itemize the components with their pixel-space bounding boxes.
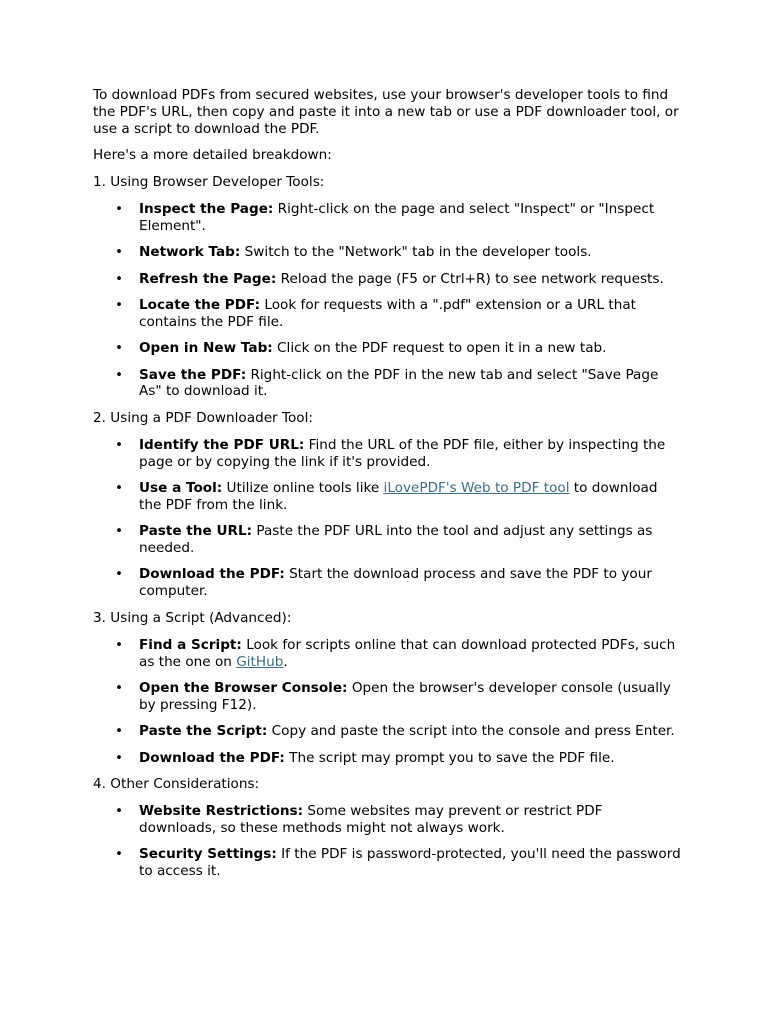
item-text: Right-click on the page and select "Inspect" or "Inspect Element". (139, 200, 655, 234)
bullet-icon: • (115, 244, 124, 261)
breakdown-paragraph: Here's a more detailed breakdown: (93, 147, 332, 164)
bullet-list (93, 437, 683, 600)
item-text: Click on the PDF request to open it in a new tab. (272, 340, 607, 357)
section-heading: 2. Using a PDF Downloader Tool: (93, 410, 313, 427)
intro-paragraph: To download PDFs from secured websites, use your browser's developer tools to find the PDF's URL, then copy and paste it into a new tab or use a PDF downloader tool, or use a script to download the PDF. (93, 87, 679, 137)
item-text-before: Look for scripts online that can download protected PDFs, such as the one on (139, 636, 676, 670)
item-title: Open in New Tab: (139, 340, 273, 357)
bullet-icon: • (115, 270, 124, 287)
item-title: Security Settings: (139, 846, 277, 863)
item-title: Use a Tool: (139, 480, 223, 497)
list-item (93, 803, 683, 837)
item-title: Network Tab: (139, 244, 241, 261)
item-text-before: Utilize online tools like (222, 480, 384, 497)
item-title: Download the PDF: (139, 566, 285, 583)
section-heading: 1. Using Browser Developer Tools: (93, 174, 325, 191)
item-title: Find a Script: (139, 636, 242, 653)
item-text: Some websites may prevent or restrict PDF downloads, so these methods might not always work. (139, 803, 603, 837)
list-item (93, 566, 683, 600)
bullet-icon: • (115, 200, 124, 217)
item-text: Start the download process and save the PDF to your computer. (139, 566, 652, 600)
bullet-icon: • (115, 846, 124, 863)
list-item (93, 723, 683, 740)
item-title: Refresh the Page: (139, 270, 277, 287)
list-item (93, 367, 683, 401)
item-text: Find the URL of the PDF file, either by inspecting the page or by copying the link if it's provided. (139, 436, 666, 470)
github-link[interactable]: GitHub (236, 653, 284, 670)
section-heading: 4. Other Considerations: (93, 776, 260, 793)
bullet-icon: • (115, 749, 124, 766)
list-item (93, 523, 683, 557)
bullet-icon: • (115, 523, 124, 540)
item-title: Download the PDF: (139, 749, 285, 766)
document-body (93, 87, 683, 890)
list-item (93, 271, 683, 288)
item-text: The script may prompt you to save the PDF file. (284, 749, 615, 766)
item-title: Inspect the Page: (139, 200, 274, 217)
item-text: If the PDF is password-protected, you'll need the password to access it. (139, 846, 681, 880)
list-item (93, 750, 683, 767)
item-text-after: . (283, 653, 288, 670)
item-text: Switch to the "Network" tab in the developer tools. (240, 244, 592, 261)
list-item (93, 680, 683, 714)
item-text-after: to download the PDF from the link. (139, 480, 658, 513)
item-text: Reload the page (F5 or Ctrl+R) to see network requests. (276, 270, 664, 287)
item-text: Right-click on the PDF in the new tab and select "Save Page As" to download it. (139, 366, 659, 400)
item-text: Look for requests with a ".pdf" extension or a URL that contains the PDF file. (139, 296, 636, 330)
bullet-icon: • (115, 480, 124, 497)
bullet-icon: • (115, 636, 124, 653)
item-text: Open the browser's developer console (usually by pressing F12). (139, 680, 671, 713)
ilovepdf-link[interactable]: iLovePDF's Web to PDF tool (383, 480, 570, 497)
list-item (93, 480, 683, 514)
list-item (93, 846, 683, 880)
list-item (93, 297, 683, 331)
item-title: Paste the URL: (139, 523, 253, 540)
item-title: Save the PDF: (139, 366, 247, 383)
list-item (93, 244, 683, 261)
bullet-list (93, 201, 683, 400)
item-title: Locate the PDF: (139, 296, 261, 313)
list-item (93, 340, 683, 357)
list-item (93, 437, 683, 471)
item-title: Paste the Script: (139, 723, 268, 740)
item-text: Copy and paste the script into the console and press Enter. (267, 723, 675, 740)
bullet-icon: • (115, 723, 124, 740)
bullet-icon: • (115, 340, 124, 357)
bullet-list (93, 637, 683, 767)
item-title: Identify the PDF URL: (139, 436, 305, 453)
list-item (93, 637, 683, 671)
list-item (93, 201, 683, 235)
bullet-icon: • (115, 566, 124, 583)
bullet-icon: • (115, 366, 124, 383)
section-heading: 3. Using a Script (Advanced): (93, 610, 292, 627)
item-text: Paste the PDF URL into the tool and adjust any settings as needed. (139, 523, 653, 557)
bullet-list (93, 803, 683, 880)
bullet-icon: • (115, 803, 124, 820)
item-title: Website Restrictions: (139, 803, 304, 820)
item-title: Open the Browser Console: (139, 680, 348, 697)
bullet-icon: • (115, 680, 124, 697)
bullet-icon: • (115, 296, 124, 313)
bullet-icon: • (115, 436, 124, 453)
